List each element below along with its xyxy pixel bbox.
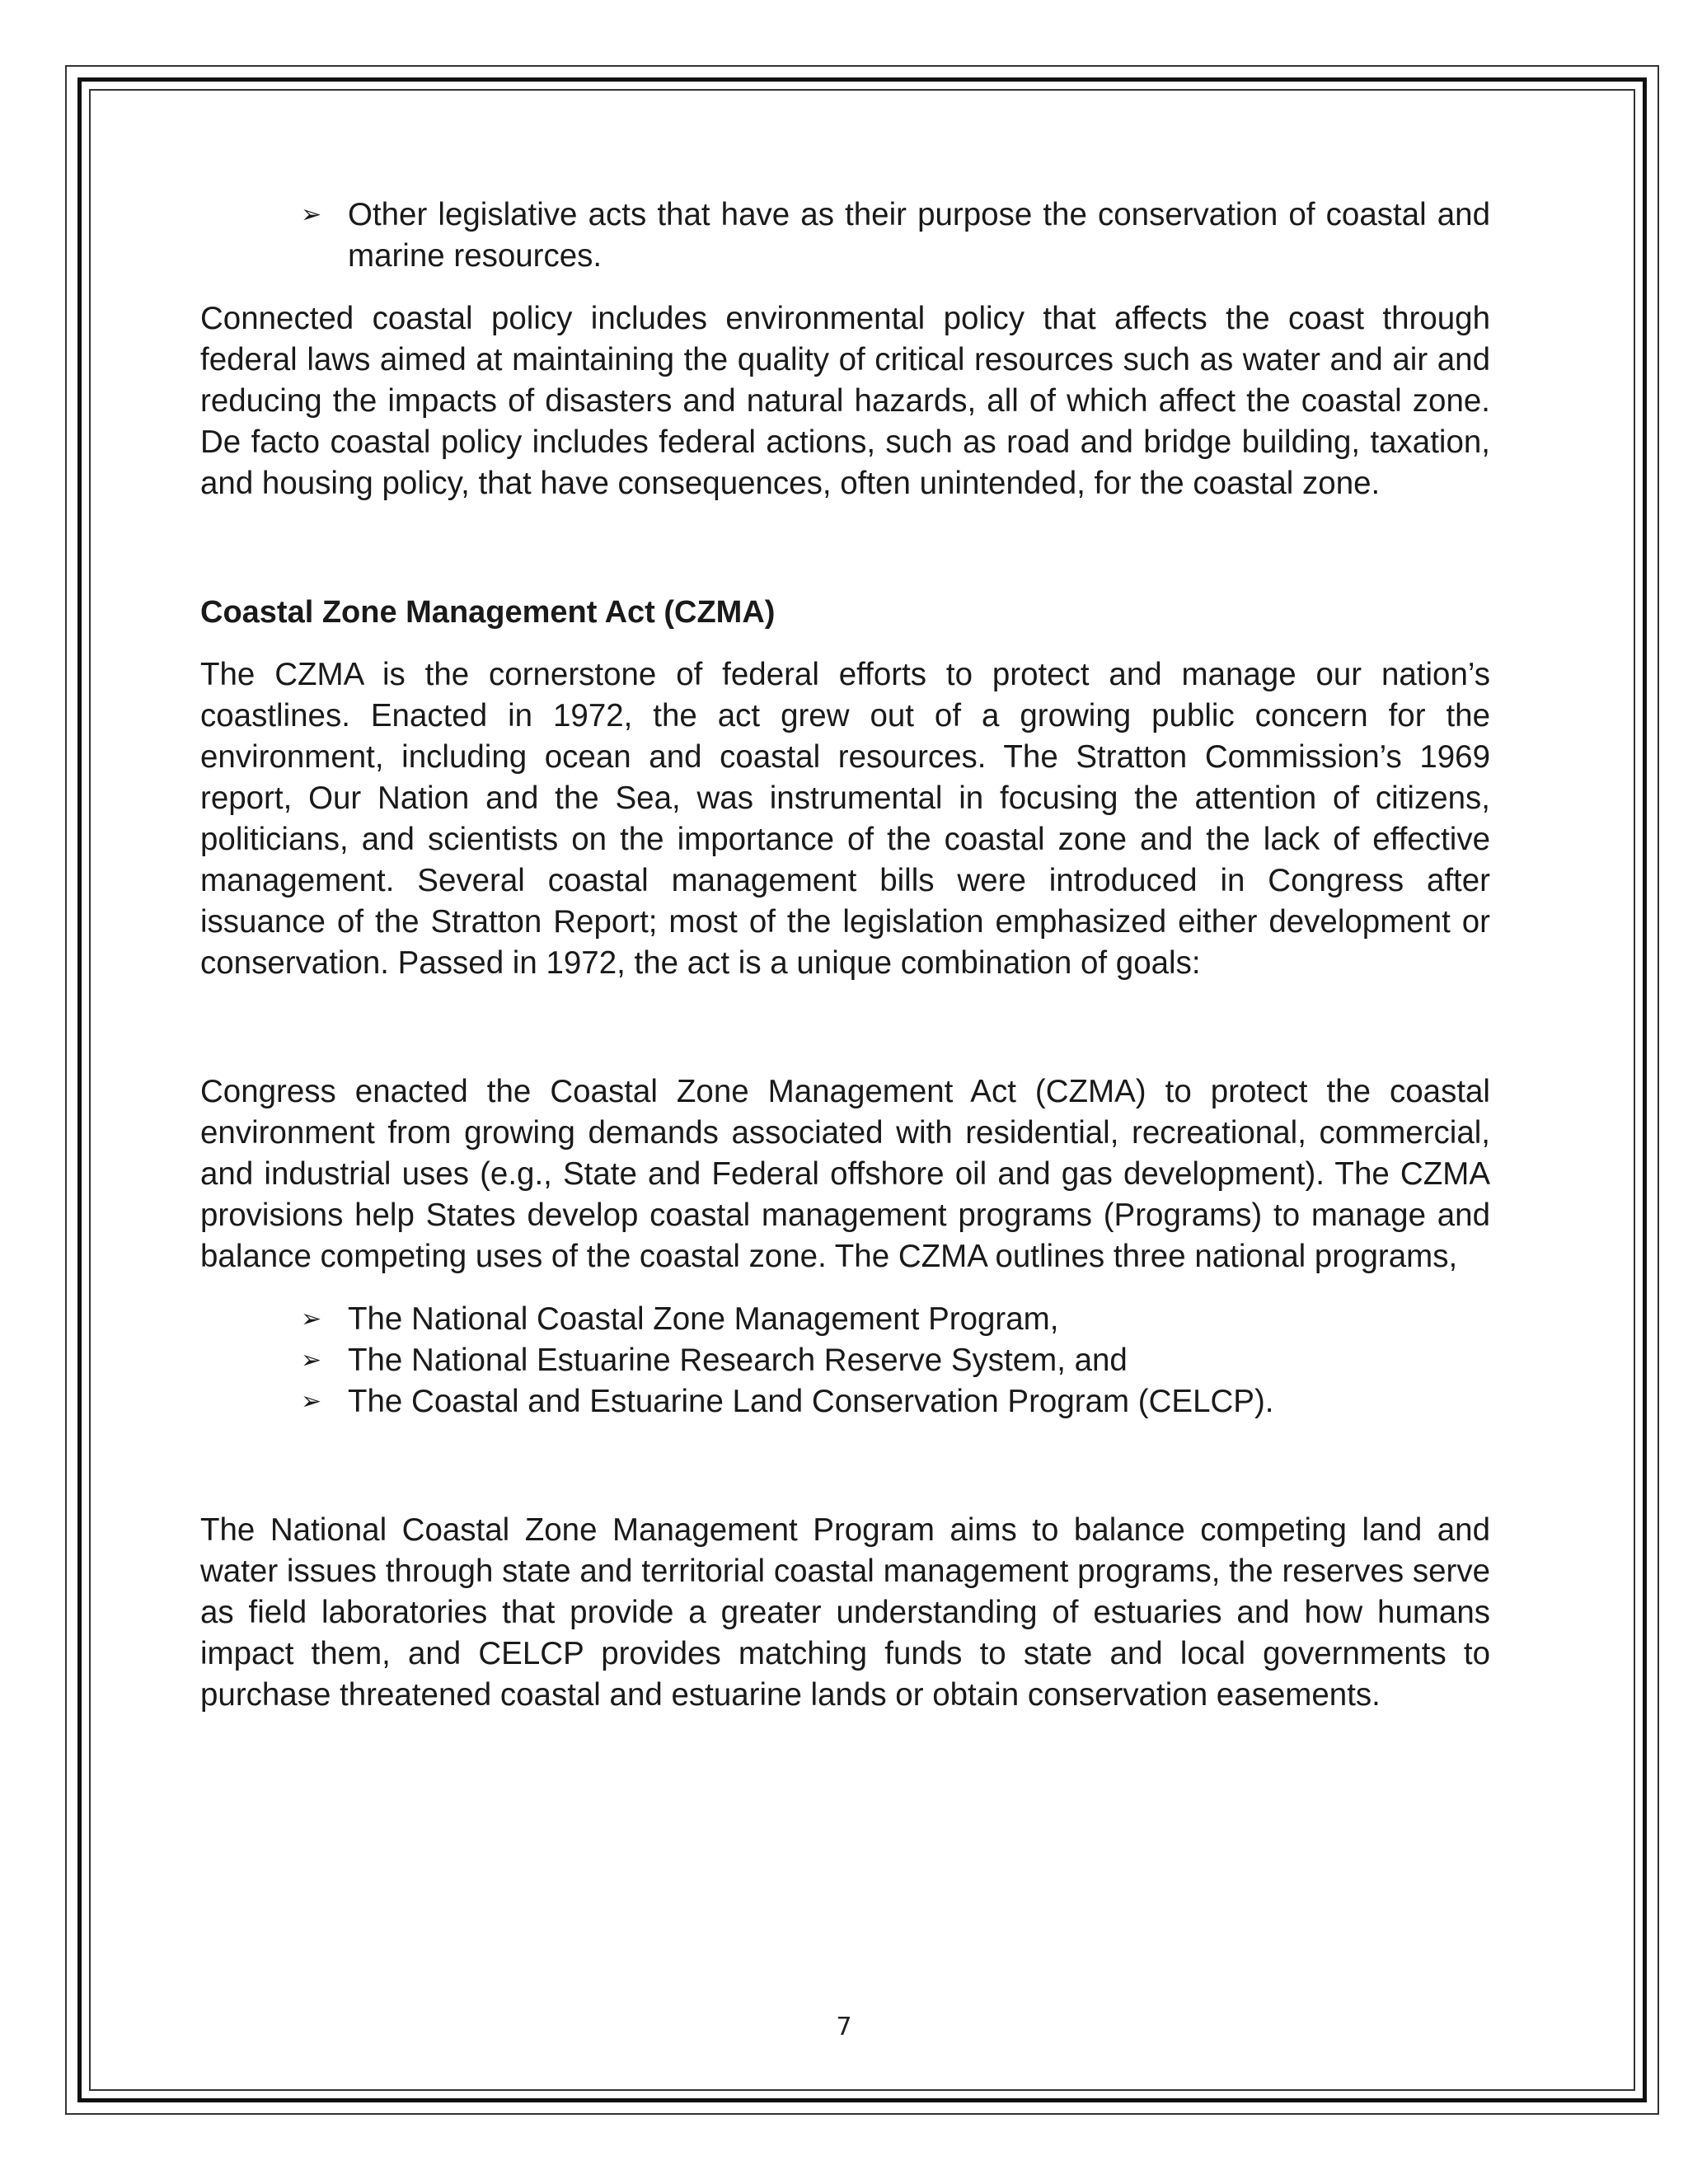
- paragraph-national-program: The National Coastal Zone Management Program aims to balance competing land and water issues through state and territorial coastal management programs, the reserves serve as field laboratories that provide a greater understanding of estuaries and how humans impact them, and CELCP provides matching funds to state and local governments to purchase threatened coastal and estuarine lands or obtain conservation easements.: [200, 1512, 1490, 1713]
- list-item-text: The National Estuarine Research Reserve System, and: [348, 1343, 1128, 1378]
- arrow-bullet-icon: ➢: [301, 1305, 322, 1333]
- list-item-text: The National Coastal Zone Management Program,: [348, 1301, 1059, 1337]
- arrow-bullet-icon: ➢: [301, 1346, 322, 1375]
- list-item: [301, 1299, 1490, 1340]
- list-item: [301, 1381, 1490, 1422]
- list-item-text: The Coastal and Estuarine Land Conservation Program (CELCP).: [348, 1384, 1274, 1419]
- page-content: [200, 194, 1490, 1716]
- bullet-list-programs: [200, 1299, 1490, 1422]
- paragraph-czma-intro: The CZMA is the cornerstone of federal efforts to protect and manage our nation’s coastlines. Enacted in 1972, the act grew out of a growing public concern for the environment, including ocean and coastal resources. The Stratton Commission’s 1969 report, Our Nation and the Sea, was instrumental in focusing the attention of citizens, politicians, and scientists on the importance of the coastal zone and the lack of effective management. Several coastal management bills were introduced in Congress after issuance of the Stratton Report; most of the legislation emphasized either development or conservation. Passed in 1972, the act is a unique combination of goals:: [200, 657, 1490, 981]
- list-item-text: Other legislative acts that have as their purpose the conservation of coastal and marine resources.: [348, 197, 1490, 274]
- arrow-bullet-icon: ➢: [301, 1387, 322, 1416]
- list-item: [301, 1340, 1490, 1381]
- arrow-bullet-icon: ➢: [301, 200, 322, 229]
- paragraph-congress-enacted: Congress enacted the Coastal Zone Management Act (CZMA) to protect the coastal environment from growing demands associated with residential, recreational, commercial, and industrial uses (e.g., State and Federal offshore oil and gas development). The CZMA provisions help States develop coastal management programs (Programs) to manage and balance competing uses of the coastal zone. The CZMA outlines three national programs,: [200, 1074, 1490, 1274]
- list-item: [301, 194, 1490, 277]
- page-number: 7: [836, 2013, 852, 2041]
- bullet-list-legislative: [200, 194, 1490, 277]
- section-heading-czma: Coastal Zone Management Act (CZMA): [200, 595, 776, 630]
- paragraph-connected-policy: Connected coastal policy includes environmental policy that affects the coast through federal laws aimed at maintaining the quality of critical resources such as water and air and reducing the impacts of disasters and natural hazards, all of which affect the coastal zone. De facto coastal policy includes federal actions, such as road and bridge building, taxation, and housing policy, that have consequences, often unintended, for the coastal zone.: [200, 301, 1490, 501]
